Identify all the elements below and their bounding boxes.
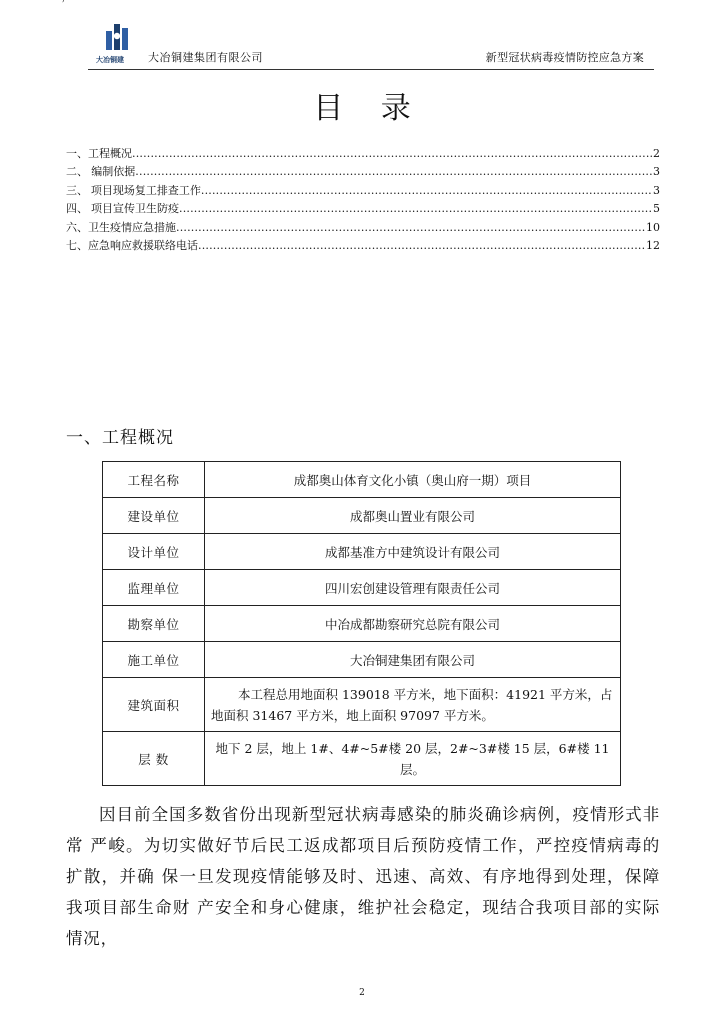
toc-leader-dots xyxy=(179,200,653,218)
table-row xyxy=(103,642,621,678)
toc-entry-page: 3 xyxy=(653,165,660,179)
toc-entry[interactable] xyxy=(66,182,660,200)
toc-entry-page: 3 xyxy=(653,183,660,197)
table-label-cell: 施工单位 xyxy=(103,642,205,678)
table-label-cell: 建设单位 xyxy=(103,498,205,534)
toc-heading: 目 录 xyxy=(313,91,425,126)
toc-entry-number: 六、 xyxy=(66,220,88,234)
table-label-cell: 工程名称 xyxy=(103,462,205,498)
table-label-cell: 勘察单位 xyxy=(103,606,205,642)
toc-entry-number: 一、 xyxy=(66,147,88,160)
toc-entry-label: 项目现场复工排查工作 xyxy=(90,183,201,197)
toc-leader-dots xyxy=(135,163,653,181)
table-row xyxy=(103,606,621,642)
toc-entry-number: 三、 xyxy=(66,183,88,197)
table-value-cell: 成都奥山置业有限公司 xyxy=(205,498,621,534)
toc-leader-dots xyxy=(198,237,646,255)
toc-entry-label: 工程概况 xyxy=(88,147,132,160)
toc-entry-page: 5 xyxy=(653,202,660,216)
toc-entry[interactable] xyxy=(66,200,660,218)
toc-leader-dots xyxy=(132,145,653,163)
page-edge-mark xyxy=(62,0,65,4)
table-row xyxy=(103,462,621,498)
toc-entry-page: 12 xyxy=(646,238,660,252)
table-value-cell xyxy=(205,678,621,732)
table-row xyxy=(103,498,621,534)
table-label-cell: 建筑面积 xyxy=(103,678,205,732)
toc-entry-label: 卫生疫情应急措施 xyxy=(88,220,176,234)
company-logo xyxy=(96,22,134,62)
table-label-cell: 监理单位 xyxy=(103,570,205,606)
toc-entry[interactable] xyxy=(66,237,660,255)
document-title: 新型冠状病毒疫情防控应急方案 xyxy=(485,51,644,64)
table-row xyxy=(103,534,621,570)
toc-entry-page: 2 xyxy=(653,147,660,160)
table-value-cell xyxy=(205,732,621,786)
project-info-table xyxy=(102,461,621,786)
table-row xyxy=(103,732,621,786)
toc-entry-number: 七、 xyxy=(66,238,88,252)
table-of-contents xyxy=(66,145,660,255)
toc-entry-number: 四、 xyxy=(66,202,88,216)
logo-text: 大冶铜建 xyxy=(96,55,124,64)
table-value-cell: 成都奥山体育文化小镇（奥山府一期）项目 xyxy=(205,462,621,498)
body-paragraph xyxy=(66,799,660,954)
header-rule xyxy=(88,69,654,70)
toc-leader-dots xyxy=(176,219,646,237)
toc-entry-label: 编制依据 xyxy=(91,165,136,179)
section-title: 一、工程概况 xyxy=(66,428,174,448)
toc-leader-dots xyxy=(201,182,653,200)
table-value-cell: 成都基准方中建筑设计有限公司 xyxy=(205,534,621,570)
table-value-cell: 中冶成都勘察研究总院有限公司 xyxy=(205,606,621,642)
copper-construction-logo-icon xyxy=(104,22,130,52)
toc-entry-number: 二、 xyxy=(66,165,88,179)
toc-entry[interactable] xyxy=(66,219,660,237)
table-value-cell: 四川宏创建设管理有限责任公司 xyxy=(205,570,621,606)
toc-entry[interactable] xyxy=(66,145,660,163)
toc-entry[interactable] xyxy=(66,163,660,181)
table-label-cell: 设计单位 xyxy=(103,534,205,570)
table-label-cell: 层 数 xyxy=(103,732,205,786)
table-row xyxy=(103,570,621,606)
toc-entry-label: 项目宣传卫生防疫 xyxy=(91,202,180,216)
toc-entry-page: 10 xyxy=(646,220,660,234)
company-name: 大冶铜建集团有限公司 xyxy=(148,51,263,64)
table-row xyxy=(103,678,621,732)
paragraph-text: 因目前全国多数省份出现新型冠状病毒感染的肺炎确诊病例，疫情形式非常 严峻。为切实做好节后民工返成都项目后预防疫情工作，严控疫情病毒的扩散，并确 保一旦发现疫情能够及时、迅速、高效、有序地得到处理，保障我项目部生命财 产安全和身心健康，维护社会稳定，现结合我项目部的实际情况， xyxy=(66,805,660,948)
floors-text: 地下 2 层，地上 1#、4#~5#楼 20 层，2#~3#楼 15 层，6#楼 11 层。 xyxy=(215,740,610,777)
page-number: 2 xyxy=(359,988,365,998)
building-area-text: 本工程总用地面积 139018 平方米，地下面积：41921 平方米，占地面积 31467 平方米，地上面积 97097 平方米。 xyxy=(211,686,613,723)
toc-entry-label: 应急响应救援联络电话 xyxy=(88,238,198,252)
table-value-cell: 大冶铜建集团有限公司 xyxy=(205,642,621,678)
